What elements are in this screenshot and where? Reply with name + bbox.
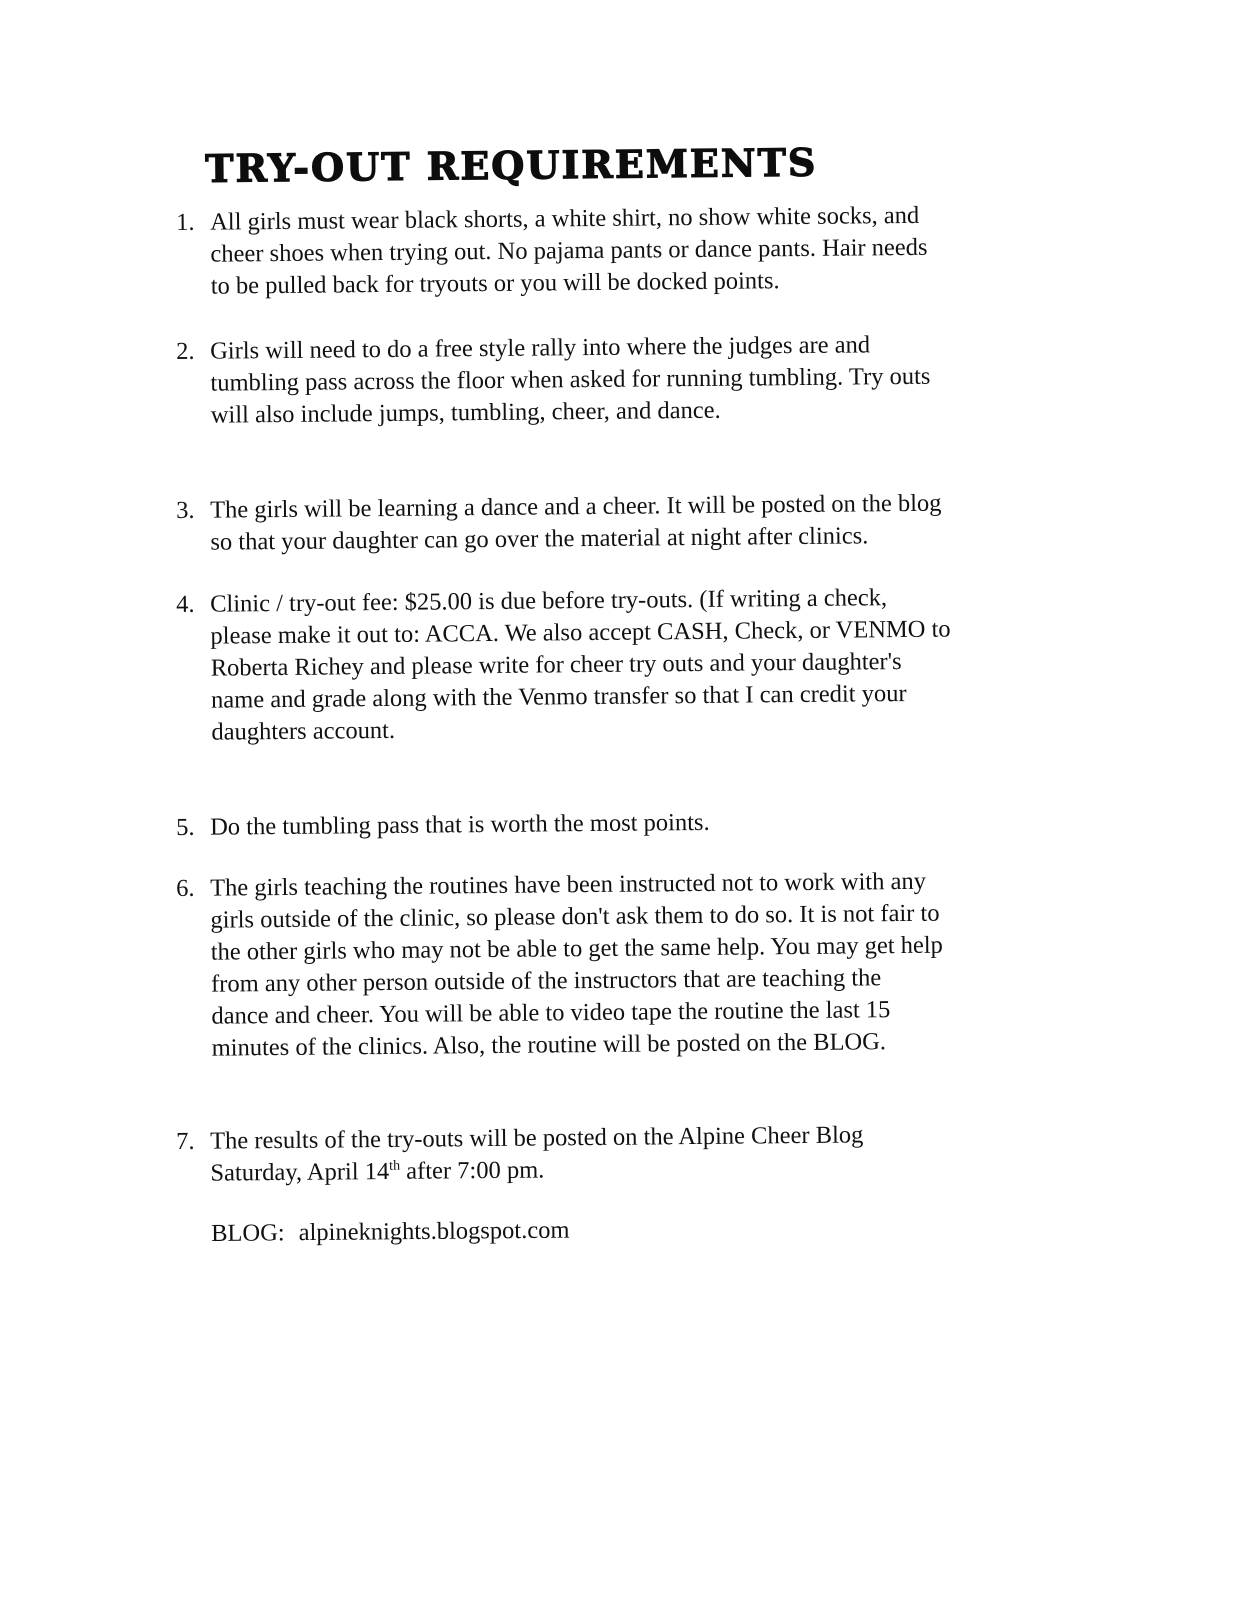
requirement-number: 6.: [176, 874, 195, 902]
requirement-item: [176, 1117, 1077, 1190]
requirement-text-line: Saturday, April 14: [210, 1157, 390, 1187]
requirement-number: 7.: [176, 1127, 195, 1155]
requirement-text: The girls teaching the routines have been instructed not to work with any girls outside of the clinic, so please don't ask them to do so. It is not fair to the other girls who may not be able to get the same help. You may get help from any other person outside of the instructors that are teaching the dance and cheer. You will be able to video tape the routine the last 15 minutes of the clinics. Also, the routine will be posted on the BLOG.: [210, 867, 943, 1062]
requirement-number: 5.: [176, 813, 195, 841]
requirement-item: [176, 486, 1077, 559]
requirement-number: 1.: [176, 208, 195, 236]
requirement-text-line: The results of the try-outs will be posted on the Alpine Cheer Blog: [210, 1121, 864, 1155]
requirement-item: [176, 864, 1078, 1065]
requirement-item: [176, 327, 1077, 432]
requirement-text: All girls must wear black shorts, a white shirt, no show white socks, and cheer shoes when trying out. No pajama pants or dance pants. Hair needs to be pulled back for tryouts or you will be docked points.: [210, 201, 928, 300]
requirement-text: [210, 1117, 1077, 1189]
requirement-number: 4.: [176, 590, 195, 618]
requirement-text: Clinic / try-out fee: $25.00 is due before try-outs. (If writing a check, please make it out to: ACCA. We also accept CASH, Check, or VENMO to Roberta Richey and please write for cheer try outs and your daughter's name and grade along with the Venmo transfer so that I can credit your daughters account.: [210, 584, 951, 746]
blog-url: alpineknights.blogspot.com: [298, 1216, 570, 1247]
requirement-text: Do the tumbling pass that is worth the most points.: [210, 808, 710, 841]
blog-reference: [211, 1215, 570, 1250]
requirement-text: The girls will be learning a dance and a cheer. It will be posted on the blog so that your daughter can go over the material at night after clinics.: [210, 489, 942, 556]
requirement-item: [176, 198, 1077, 303]
blog-label: BLOG:: [211, 1219, 285, 1247]
document-title: TRY-OUT REQUIREMENTS: [205, 139, 818, 191]
requirement-number: 2.: [176, 337, 195, 365]
requirement-number: 3.: [176, 496, 195, 524]
requirement-text: Girls will need to do a free style rally into where the judges are and tumbling pass across the floor when asked for running tumbling. Try outs will also include jumps, tumbling, cheer, and dance.: [210, 331, 931, 429]
requirement-item: [176, 580, 1077, 749]
requirement-item: [176, 803, 1076, 844]
ordinal-suffix: th: [389, 1158, 401, 1174]
requirement-text-line: after 7:00 pm.: [399, 1156, 545, 1185]
